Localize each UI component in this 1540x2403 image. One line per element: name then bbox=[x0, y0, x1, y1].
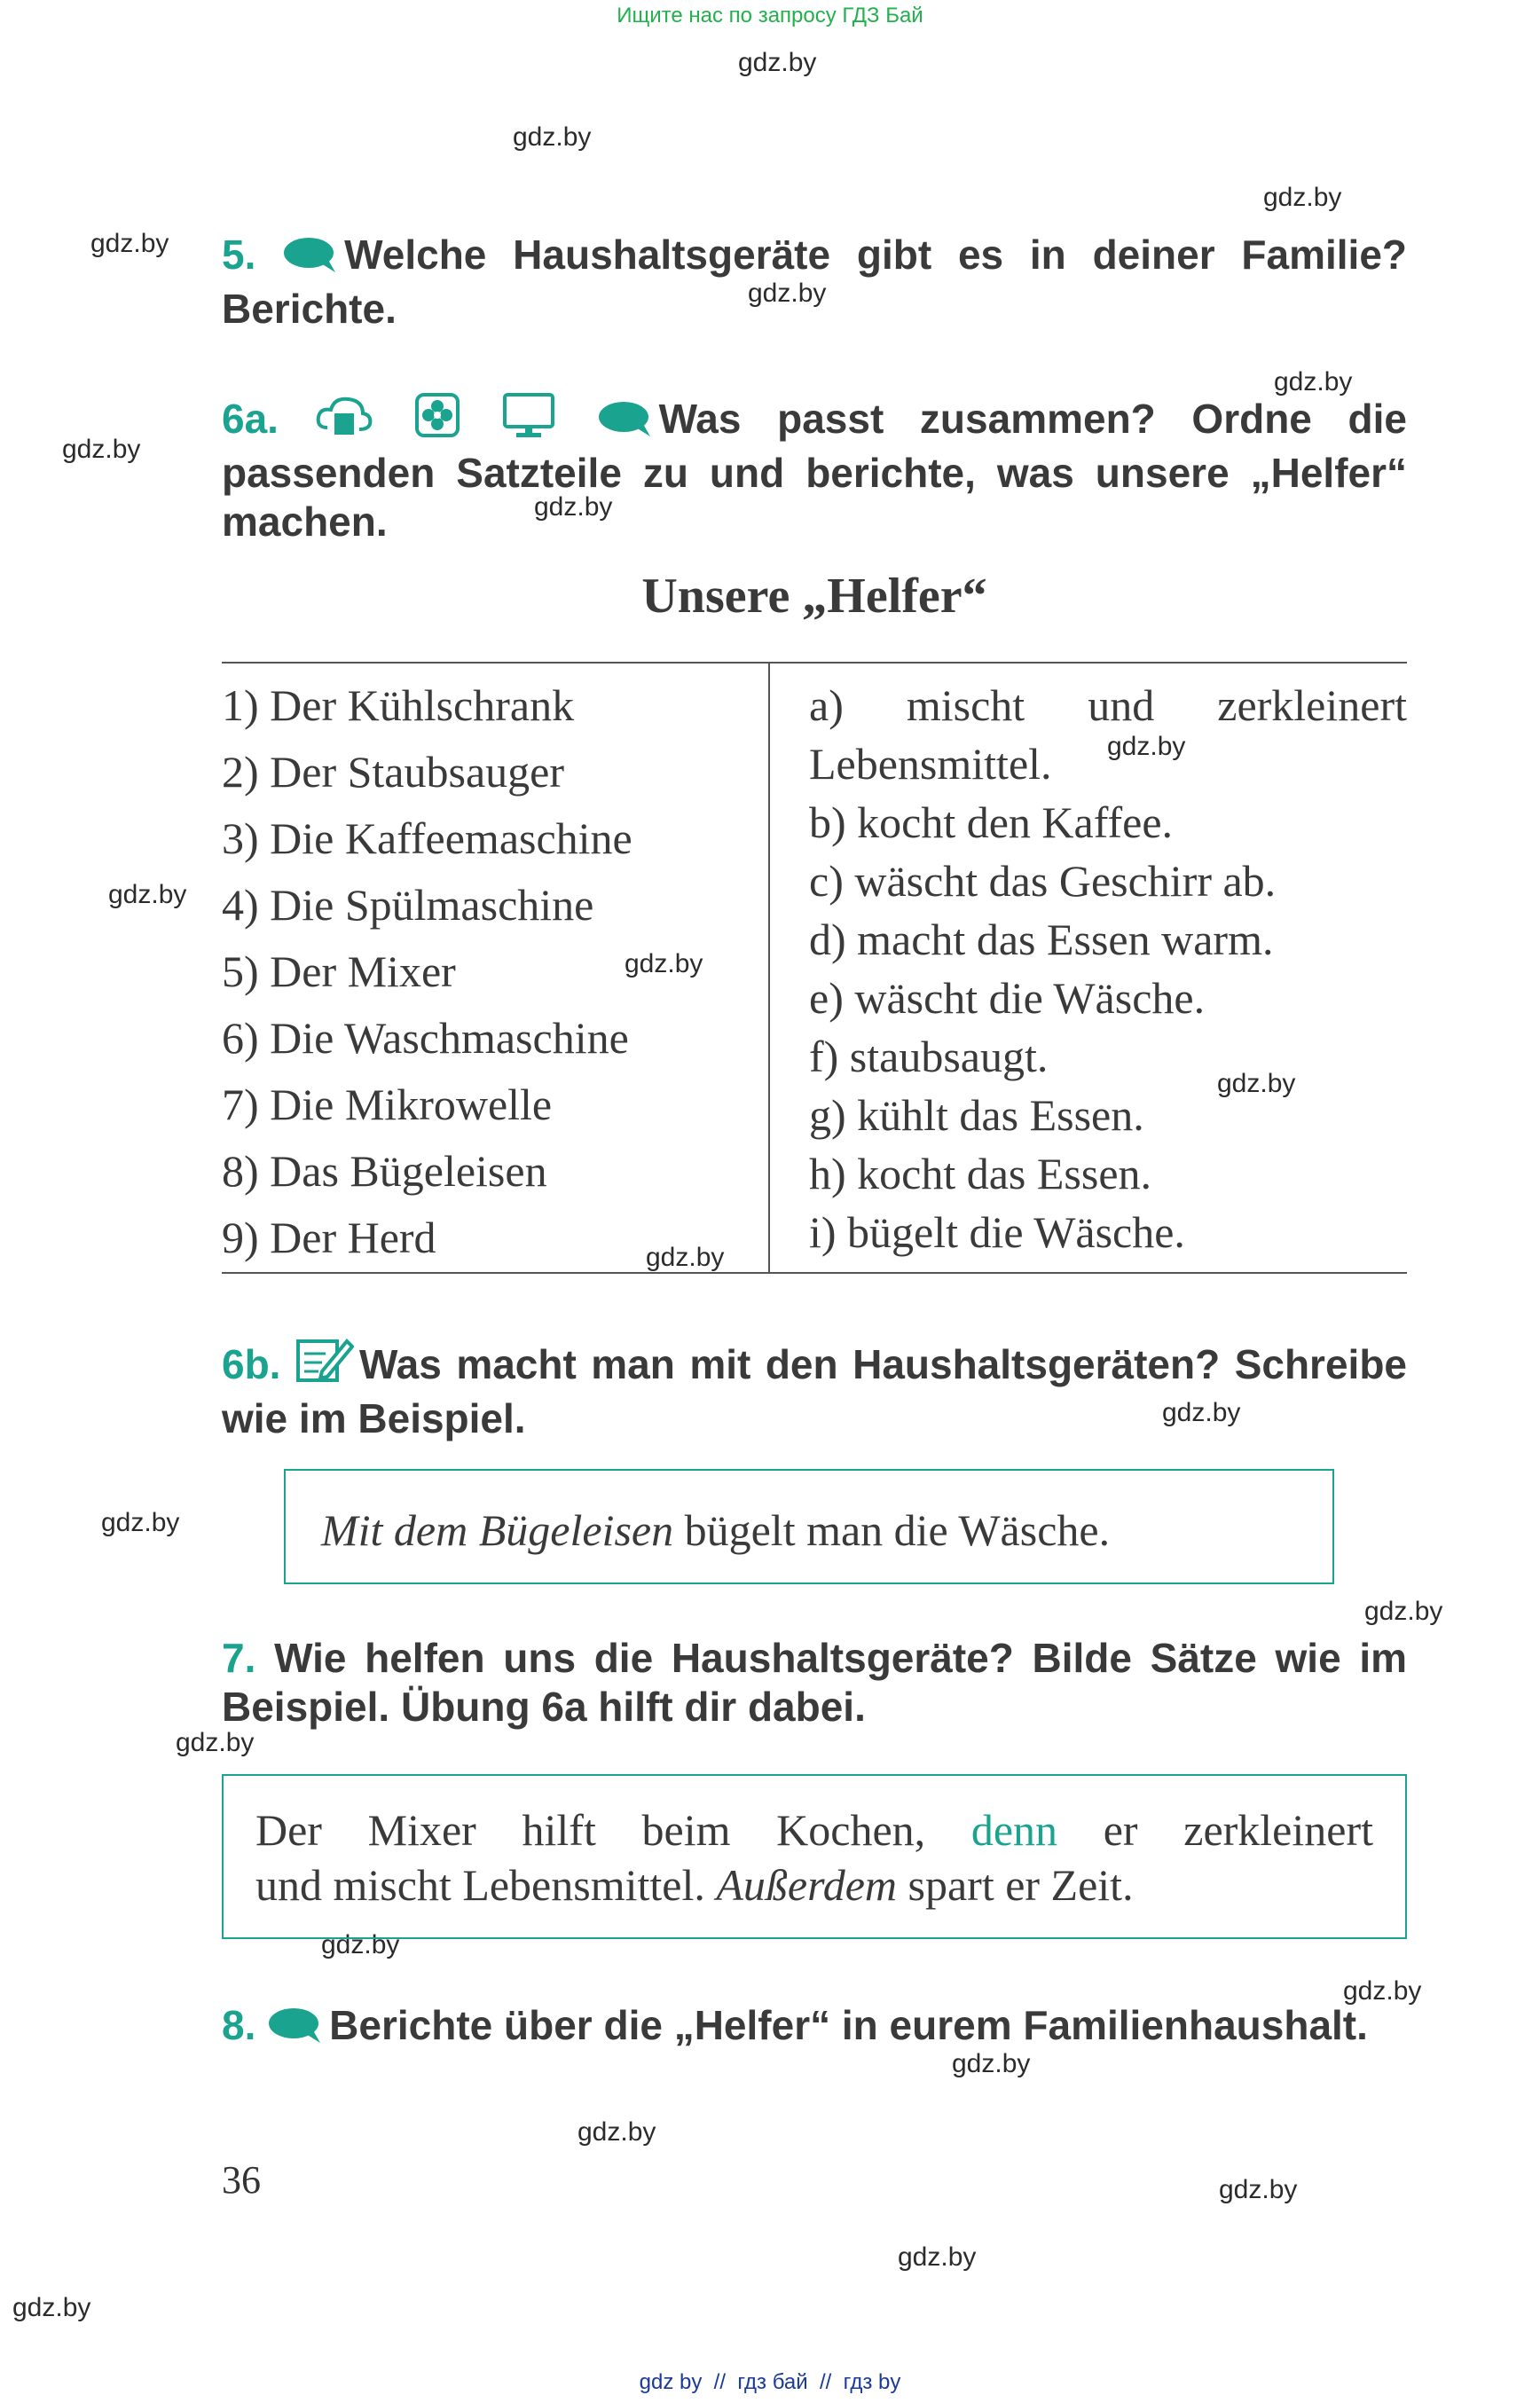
watermark: gdz.by bbox=[12, 2293, 91, 2322]
task-6a bbox=[222, 392, 1407, 546]
watermark: gdz.by bbox=[534, 492, 613, 522]
task-8 bbox=[222, 2001, 1407, 2055]
list-item: 3) Die Kaffeemaschine bbox=[222, 813, 632, 863]
speech-bubble-icon bbox=[282, 235, 339, 285]
watermark: gdz.by bbox=[108, 880, 187, 909]
action-list bbox=[809, 676, 1407, 1261]
list-item: 4) Die Spülmaschine bbox=[222, 880, 594, 930]
task-text: Berichte über die „Helfer“ in eurem Familienhaushalt. bbox=[329, 2002, 1368, 2048]
task-text: Was macht man mit den Haushaltsgeräten? Schreibe wie im Beispiel. bbox=[222, 1341, 1407, 1441]
example-italic: Außerdem bbox=[716, 1860, 898, 1910]
watermark: gdz.by bbox=[1162, 1398, 1241, 1427]
list-item: 9) Der Herd bbox=[222, 1213, 436, 1262]
list-item: c) wäscht das Geschirr ab. bbox=[809, 856, 1277, 906]
example-text: bügelt man die Wäsche. bbox=[673, 1505, 1111, 1555]
search-hint: Ищите нас по запросу ГДЗ Бай bbox=[617, 4, 923, 27]
watermark: gdz.by bbox=[1263, 183, 1342, 212]
list-item: b) kocht den Kaffee. bbox=[809, 797, 1174, 847]
highlight-denn: denn bbox=[970, 1805, 1058, 1855]
watermark: gdz.by bbox=[90, 229, 169, 258]
watermark: gdz.by bbox=[748, 279, 827, 308]
monitor-icon bbox=[502, 392, 555, 449]
example-6b bbox=[284, 1469, 1334, 1584]
task-7 bbox=[222, 1634, 1407, 1732]
list-item: e) wäscht die Wäsche. bbox=[809, 973, 1206, 1023]
list-item: Lebensmittel. bbox=[809, 739, 1052, 789]
page-number: 36 bbox=[222, 2158, 261, 2202]
task-number: 7. bbox=[222, 1635, 256, 1681]
example-line-1 bbox=[255, 1802, 1373, 1857]
watermark: gdz.by bbox=[321, 1930, 400, 1959]
example-7 bbox=[222, 1774, 1407, 1939]
table-top-rule bbox=[222, 662, 1407, 664]
watermark: gdz.by bbox=[625, 949, 703, 978]
appliance-list bbox=[222, 672, 754, 1271]
list-item: g) kühlt das Essen. bbox=[809, 1090, 1144, 1140]
footer-links: gdz by // гдз бай // гдз by bbox=[639, 2370, 901, 2394]
list-item: 6) Die Waschmaschine bbox=[222, 1013, 629, 1063]
task-number: 6b. bbox=[222, 1341, 281, 1387]
helper-box-title: Unsere „Helfer“ bbox=[641, 569, 987, 624]
speech-bubble-icon bbox=[267, 2006, 324, 2055]
list-item: 5) Der Mixer bbox=[222, 946, 456, 996]
task-text: Wie helfen uns die Haushaltsgeräte? Bilde Sätze wie im Beispiel. Übung 6a hilft dir dabei. bbox=[222, 1635, 1408, 1730]
list-item: i) bügelt die Wäsche. bbox=[809, 1207, 1185, 1257]
watermark: gdz.by bbox=[1343, 1976, 1422, 2006]
cloud-file-icon bbox=[315, 392, 373, 449]
table-bottom-rule bbox=[222, 1272, 1407, 1274]
task-number: 5. bbox=[222, 232, 256, 278]
list-item: f) staubsaugt. bbox=[809, 1032, 1049, 1081]
example-italic: Mit dem Bügeleisen bbox=[321, 1505, 674, 1555]
watermark: gdz.by bbox=[898, 2242, 977, 2272]
watermark: gdz.by bbox=[1219, 2175, 1298, 2204]
example-text: er zerkleinert bbox=[1057, 1805, 1373, 1855]
watermark: gdz.by bbox=[1274, 367, 1353, 397]
flower-icon bbox=[414, 392, 460, 449]
example-text: und mischt Lebensmittel. bbox=[255, 1860, 717, 1910]
speech-bubble-icon bbox=[597, 399, 654, 449]
task-number: 6a. bbox=[222, 396, 279, 442]
watermark: gdz.by bbox=[1107, 732, 1186, 761]
list-item: 1) Der Kühlschrank bbox=[222, 680, 575, 730]
task-5 bbox=[222, 231, 1407, 334]
table-column-divider bbox=[768, 662, 770, 1274]
list-item: h) kocht das Essen. bbox=[809, 1149, 1152, 1198]
watermark: gdz.by bbox=[578, 2117, 656, 2147]
list-item: a) mischt und zerkleinert bbox=[809, 680, 1407, 730]
list-item: d) macht das Essen warm. bbox=[809, 915, 1274, 964]
watermark: gdz.by bbox=[176, 1728, 255, 1757]
list-item: 2) Der Staubsauger bbox=[222, 747, 564, 797]
watermark: gdz.by bbox=[513, 122, 592, 152]
task-number: 8. bbox=[222, 2002, 256, 2048]
example-text: Der Mixer hilft beim Kochen, bbox=[255, 1805, 971, 1855]
list-item: 8) Das Bügeleisen bbox=[222, 1146, 547, 1196]
list-item: 7) Die Mikrowelle bbox=[222, 1080, 553, 1129]
watermark: gdz.by bbox=[1364, 1597, 1443, 1626]
watermark: gdz.by bbox=[738, 48, 817, 77]
task-6b bbox=[222, 1336, 1407, 1443]
task-text: Welche Haushaltsgeräte gibt es in deiner Familie? Berichte. bbox=[222, 232, 1408, 332]
watermark: gdz.by bbox=[101, 1508, 180, 1537]
example-text: spart er Zeit. bbox=[897, 1860, 1134, 1910]
watermark: gdz.by bbox=[1217, 1069, 1296, 1098]
pencil-note-icon bbox=[295, 1336, 354, 1394]
task-text: Was passt zusammen? Ordne die passenden Satzteile zu und berichte, was unsere „Helfer“ machen. bbox=[222, 396, 1408, 545]
watermark: gdz.by bbox=[952, 2049, 1031, 2078]
watermark: gdz.by bbox=[646, 1243, 725, 1272]
watermark: gdz.by bbox=[62, 435, 141, 464]
example-line-2 bbox=[255, 1857, 1373, 1912]
